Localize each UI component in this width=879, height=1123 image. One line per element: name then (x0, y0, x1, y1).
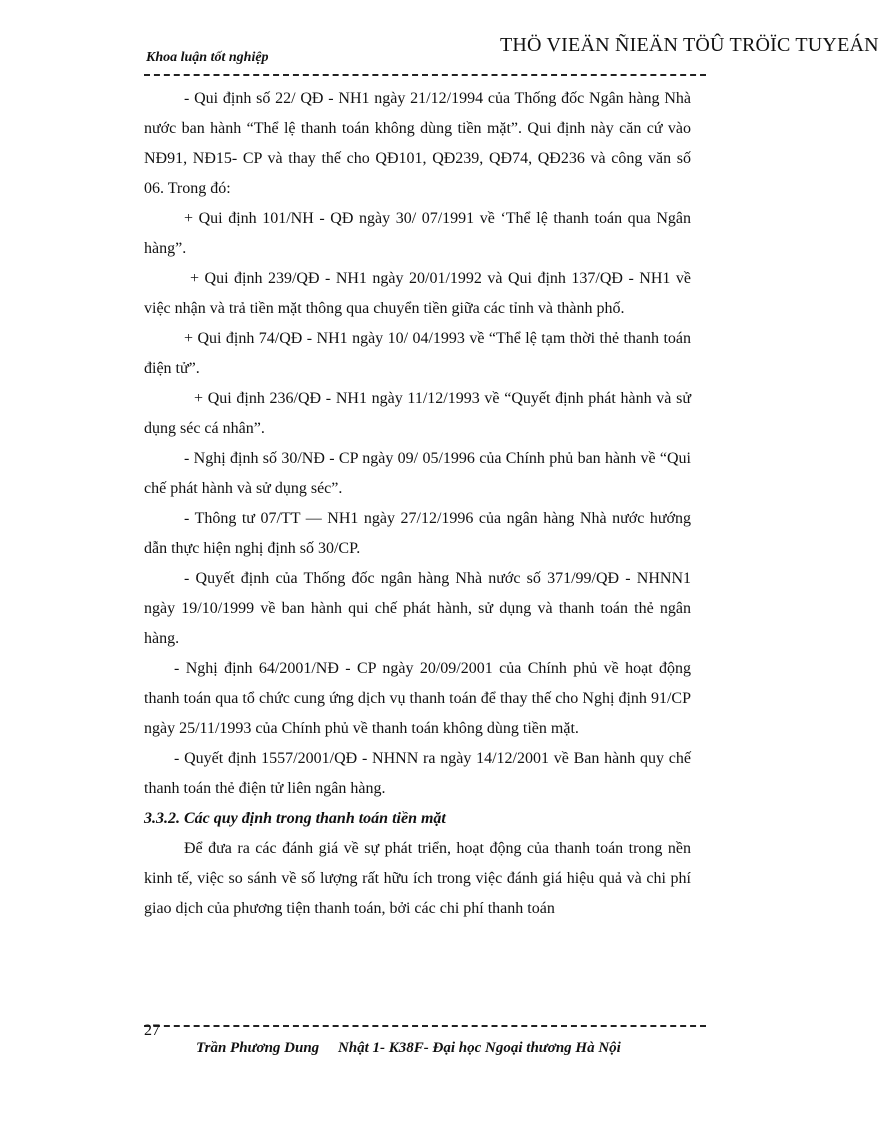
paragraph: - Quyết định 1557/2001/QĐ - NHNN ra ngày 14/12/2001 về Ban hành quy chế thanh toán thẻ điện tử liên ngân hàng. (144, 750, 691, 797)
page-number: 27 (144, 1022, 160, 1039)
paragraph: - Thông tư 07/TT — NH1 ngày 27/12/1996 của ngân hàng Nhà nước hướng dẫn thực hiện nghị định số 30/CP. (144, 510, 691, 557)
footer-author: Trần Phương Dung (196, 1040, 320, 1056)
footer-divider (144, 1025, 706, 1027)
header-divider (144, 74, 706, 76)
footer-info: Nhật 1- K38F- Đại học Ngoại thương Hà Nội (337, 1040, 621, 1056)
paragraph: - Quyết định của Thống đốc ngân hàng Nhà nước số 371/99/QĐ - NHNN1 ngày 19/10/1999 về ban hành qui chế phát hành, sử dụng và thanh toán thẻ ngân hàng. (144, 570, 691, 647)
paragraph: - Qui định số 22/ QĐ - NH1 ngày 21/12/1994 của Thống đốc Ngân hàng Nhà nước ban hành “Thể lệ thanh toán không dùng tiền mặt”. Qui định này căn cứ vào NĐ91, NĐ15- CP và thay thế cho QĐ101, QĐ239, QĐ74, QĐ236 và công văn số 06. Trong đó: (144, 90, 691, 197)
header-right: THÖ VIEÄN ÑIEÄN TÖÛ TRÖÏC TUYEÁN (500, 34, 879, 56)
header-left: Khoa luận tốt nghiệp (146, 50, 269, 65)
page-content (144, 84, 691, 924)
paragraph: + Qui định 239/QĐ - NH1 ngày 20/01/1992 và Qui định 137/QĐ - NH1 về việc nhận và trả tiền mặt thông qua chuyển tiền giữa các tỉnh và thành phố. (144, 270, 691, 317)
paragraph: - Nghị định 64/2001/NĐ - CP ngày 20/09/2001 của Chính phủ về hoạt động thanh toán qua tổ chức cung ứng dịch vụ thanh toán để thay thế cho Nghị định 91/CP ngày 25/11/1993 của Chính phủ về thanh toán không dùng tiền mặt. (144, 660, 691, 737)
footer (196, 1040, 621, 1057)
section-heading: 3.3.2. Các quy định trong thanh toán tiền mặt (144, 810, 446, 827)
paragraph: + Qui định 101/NH - QĐ ngày 30/ 07/1991 về ‘Thể lệ thanh toán qua Ngân hàng”. (144, 210, 691, 257)
paragraph: Để đưa ra các đánh giá về sự phát triển, hoạt động của thanh toán trong nền kinh tế, việc so sánh về số lượng rất hữu ích trong việc đánh giá hiệu quả và chi phí giao dịch của phương tiện thanh toán, bởi các chi phí thanh toán (144, 840, 691, 917)
paragraph: + Qui định 236/QĐ - NH1 ngày 11/12/1993 về “Quyết định phát hành và sử dụng séc cá nhân”. (144, 390, 691, 437)
paragraph: - Nghị định số 30/NĐ - CP ngày 09/ 05/1996 của Chính phủ ban hành về “Qui chế phát hành và sử dụng séc”. (144, 450, 691, 497)
paragraph: + Qui định 74/QĐ - NH1 ngày 10/ 04/1993 về “Thể lệ tạm thời thẻ thanh toán điện tử”. (144, 330, 691, 377)
